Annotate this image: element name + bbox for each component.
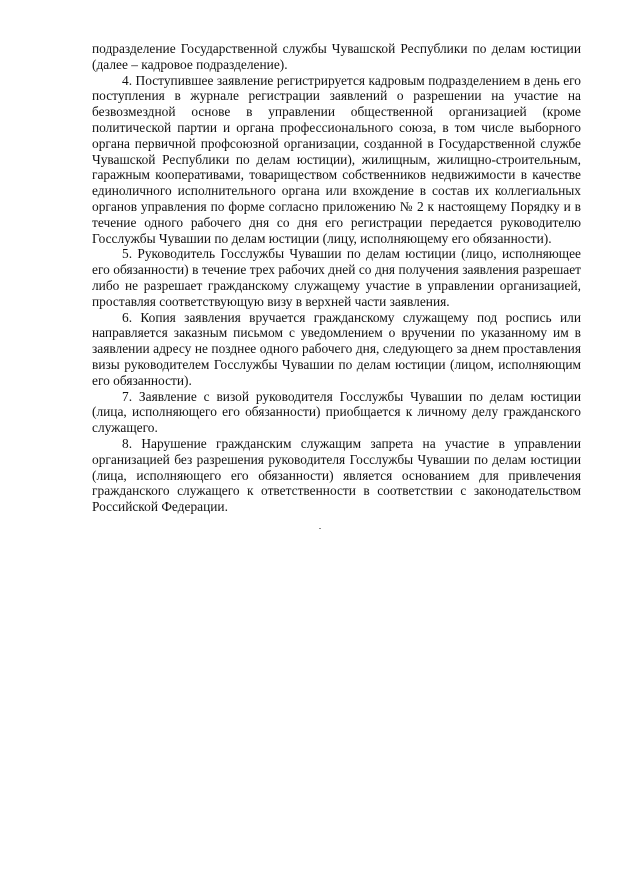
paragraph-continuation: подразделение Государственной службы Чувашской Республики по делам юстиции (далее – кадровое подразделение). bbox=[92, 41, 581, 72]
paragraph-item-4: 4. Поступившее заявление регистрируется кадровым подразделением в день его поступления в журнале регистрации заявлений о разрешении на участие на безвозмездной основе в управлении общественной организацией (кроме политической партии и органа профессионального союза, в том числе выборного органа первичной профсоюзной организации, созданной в Государственной службе Чувашской Республики по делам юстиции), жилищным, жилищно-строительным, гаражным кооперативами, товариществом собственников недвижимости в качестве единоличного исполнительного органа или вхождение в состав их коллегиальных органов управления по форме согласно приложению № 2 к настоящему Порядку и в течение одного рабочего дня со дня его регистрации передается руководителю Госслужбы Чувашии по делам юстиции (лицу, исполняющему его обязанности). bbox=[92, 72, 581, 246]
paragraph-item-7: 7. Заявление с визой руководителя Госслужбы Чувашии по делам юстиции (лица, исполняющего его обязанности) приобщается к личному делу гражданского служащего. bbox=[92, 388, 581, 436]
paragraph-item-8: 8. Нарушение гражданским служащим запрета на участие в управлении организацией без разрешения руководителя Госслужбы Чувашии по делам юстиции (лица, исполняющего его обязанности) является основанием для привлечения гражданского служащего к ответственности в соответствии с законодательством Российской Федерации. bbox=[92, 435, 581, 515]
document-page bbox=[92, 41, 581, 515]
paragraph-item-6: 6. Копия заявления вручается гражданскому служащему под роспись или направляется заказным письмом с уведомлением о вручении по указанному им в заявлении адресу не позднее одного рабочего дня, следующего за днем проставления визы руководителем Госслужбы Чувашии по делам юстиции (лицом, исполняющим его обязанности). bbox=[92, 309, 581, 388]
scan-speck bbox=[319, 528, 321, 529]
paragraph-item-5: 5. Руководитель Госслужбы Чувашии по делам юстиции (лицо, исполняющее его обязанности) в течение трех рабочих дней со дня получения заявления разрешает либо не разрешает гражданскому служащему участие в управлении организацией, проставляя соответствующую визу в верхней части заявления. bbox=[92, 246, 581, 309]
